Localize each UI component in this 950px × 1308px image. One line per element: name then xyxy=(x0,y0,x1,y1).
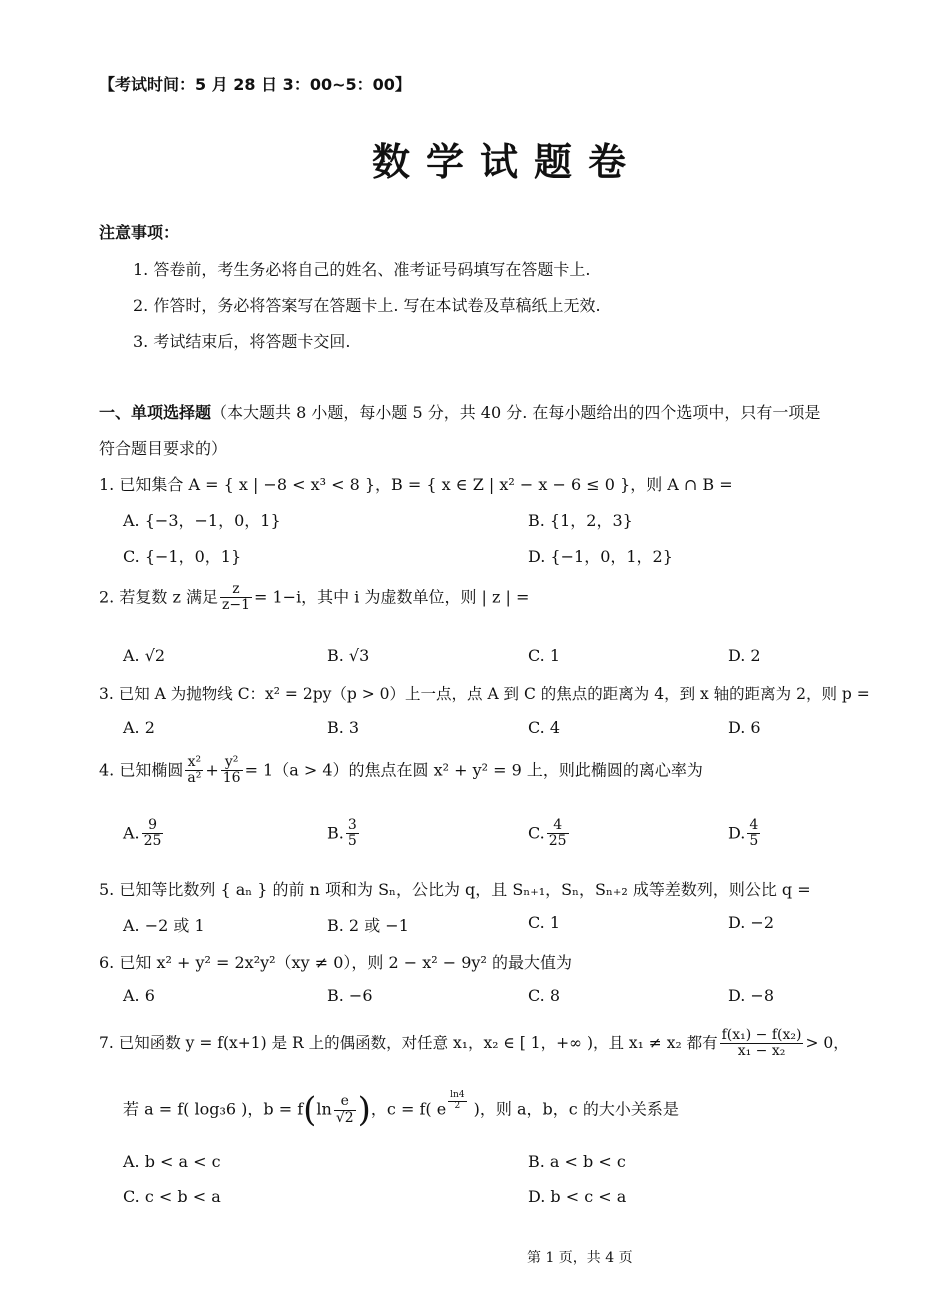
question-4-option-a xyxy=(123,818,165,850)
question-7-option-a: A. b < a < c xyxy=(123,1152,221,1171)
question-1-option-a: A. {−3，−1，0，1} xyxy=(123,511,281,530)
question-7-stem2-c: )，则 a，b，c 的大小关系是 xyxy=(468,1099,679,1119)
question-4-option-c-num: 4 xyxy=(547,818,569,834)
question-4-frac2-num: y² xyxy=(221,755,243,771)
question-4-option-b xyxy=(327,818,361,850)
question-6-option-a: A. 6 xyxy=(123,986,155,1005)
question-4-option-c-letter: C. xyxy=(528,823,545,843)
question-4-option-d-num: 4 xyxy=(749,817,759,833)
section-heading: 一、单项选择题 xyxy=(99,403,212,422)
question-4-option-d xyxy=(728,818,762,850)
question-7-ln: ln xyxy=(316,1099,332,1119)
question-4-frac1-num: x² xyxy=(185,755,203,771)
question-5-option-a: A. −2 或 1 xyxy=(123,916,205,935)
notice-heading: 注意事项： xyxy=(99,223,180,242)
question-7-option-c: C. c < b < a xyxy=(123,1187,221,1206)
question-7-stem-line1 xyxy=(99,1028,849,1060)
question-6-option-d: D. −8 xyxy=(728,986,775,1005)
question-2-option-b: B. √3 xyxy=(327,646,370,665)
question-4-option-c xyxy=(528,818,571,850)
section-desc-1: （本大题共 8 小题，每小题 5 分，共 40 分. 在每小题给出的四个选项中，只有一项是 xyxy=(211,403,821,422)
question-4-fraction-2 xyxy=(221,755,243,787)
question-3-stem: 3. 已知 A 为抛物线 C：x² = 2py（p > 0）上一点，点 A 到 C 的焦点的距离为 4，到 x 轴的距离为 2，则 p = xyxy=(99,685,870,703)
question-7-exp-den: 2 xyxy=(454,1101,461,1112)
question-4-fraction-1 xyxy=(185,755,203,787)
question-4-stem-pre: 4. 已知椭圆 xyxy=(99,760,184,780)
question-5-stem: 5. 已知等比数列 { aₙ } 的前 n 项和为 Sₙ，公比为 q，且 Sₙ₊₁，Sₙ，Sₙ₊₂ 成等差数列，则公比 q = xyxy=(99,880,811,899)
question-3-option-c: C. 4 xyxy=(528,718,561,737)
question-4-option-c-fraction xyxy=(547,818,569,850)
page-number: 第 1 页，共 4 页 xyxy=(527,1250,633,1266)
notice-item-2: 2. 作答时，务必将答案写在答题卡上. 写在本试卷及草稿纸上无效. xyxy=(133,296,601,315)
question-7-stem-post: > 0， xyxy=(805,1033,849,1052)
question-7-fraction-2 xyxy=(334,1094,356,1126)
question-7-exponent xyxy=(448,1091,466,1112)
question-4-option-a-fraction xyxy=(142,818,164,850)
question-1-option-b: B. {1，2，3} xyxy=(528,511,633,530)
question-7-frac-den: x₁ − x₂ xyxy=(737,1043,786,1060)
question-1-option-c: C. {−1，0，1} xyxy=(123,547,242,566)
section-desc-2: 符合题目要求的） xyxy=(99,439,228,458)
exam-time: 【考试时间：5 月 28 日 3：00~5：00】 xyxy=(99,75,411,94)
question-4-option-a-letter: A. xyxy=(123,823,140,843)
question-4-option-b-fraction xyxy=(346,818,359,850)
question-1-option-d: D. {−1，0，1，2} xyxy=(528,547,673,566)
question-4-frac2-den: 16 xyxy=(222,770,241,787)
question-2-fraction xyxy=(220,582,252,614)
question-2-frac-num: z xyxy=(220,582,252,598)
question-1-stem: 1. 已知集合 A = { x | −8 < x³ < 8 }，B = { x ∈ Z | x² − x − 6 ≤ 0 }，则 A ∩ B = xyxy=(99,475,733,494)
question-7-stem2-a: 若 a = f( log₃6 )，b = f xyxy=(123,1099,304,1119)
question-7-right-paren: ) xyxy=(357,1090,371,1130)
question-4-stem-post: = 1（a > 4）的焦点在圆 x² + y² = 9 上，则此椭圆的离心率为 xyxy=(244,760,703,780)
question-7-left-paren: ( xyxy=(303,1090,317,1130)
question-4-stem xyxy=(99,755,703,787)
question-7-frac-num: f(x₁) − f(x₂) xyxy=(721,1027,802,1043)
question-5-option-c: C. 1 xyxy=(528,913,561,932)
question-4-plus: + xyxy=(205,760,219,780)
question-7-option-d: D. b < c < a xyxy=(528,1187,627,1206)
question-4-option-b-letter: B. xyxy=(327,823,344,843)
question-5-option-d: D. −2 xyxy=(728,913,775,932)
question-4-option-a-den: 25 xyxy=(143,833,162,850)
question-7-stem-pre: 7. 已知函数 y = f(x+1) 是 R 上的偶函数，对任意 x₁，x₂ ∈ [ 1，+∞ )，且 x₁ ≠ x₂ 都有 xyxy=(99,1033,718,1052)
notice-item-1: 1. 答卷前，考生务必将自己的姓名、准考证号码填写在答题卡上. xyxy=(133,260,591,279)
question-4-frac1-den: a² xyxy=(187,770,202,787)
question-2-stem-post: = 1−i，其中 i 为虚数单位，则 | z | = xyxy=(253,587,530,607)
question-4-option-d-den: 5 xyxy=(749,833,759,850)
question-7-frac2-num: e xyxy=(334,1094,356,1110)
question-4-option-d-fraction xyxy=(747,818,760,850)
question-5-option-b: B. 2 或 −1 xyxy=(327,916,409,935)
question-2-option-c: C. 1 xyxy=(528,646,561,665)
question-6-stem: 6. 已知 x² + y² = 2x²y²（xy ≠ 0），则 2 − x² − 9y² 的最大值为 xyxy=(99,953,572,972)
section-heading-row xyxy=(99,400,820,423)
question-7-frac2-den: √2 xyxy=(335,1109,354,1126)
question-4-option-a-num: 9 xyxy=(142,818,164,834)
question-2-stem-pre: 2. 若复数 z 满足 xyxy=(99,587,218,607)
question-7-fraction xyxy=(720,1028,804,1060)
question-4-option-b-num: 3 xyxy=(347,817,357,833)
question-2-option-d: D. 2 xyxy=(728,646,761,665)
question-2-frac-den: z−1 xyxy=(221,597,250,614)
question-7-stem-line2 xyxy=(123,1090,679,1130)
question-2-option-a: A. √2 xyxy=(123,646,166,665)
notice-item-3: 3. 考试结束后，将答题卡交回. xyxy=(133,332,351,351)
question-7-stem2-b: ，c = f( e xyxy=(370,1099,447,1119)
question-7-exp-num: ln4 xyxy=(450,1090,465,1101)
question-4-option-c-den: 25 xyxy=(548,833,567,850)
question-2-stem xyxy=(99,582,529,614)
question-3-option-a: A. 2 xyxy=(123,718,155,737)
page-title: 数学试题卷 xyxy=(372,140,643,184)
question-3-option-d: D. 6 xyxy=(728,718,761,737)
question-6-option-b: B. −6 xyxy=(327,986,373,1005)
question-3-option-b: B. 3 xyxy=(327,718,360,737)
question-4-option-d-letter: D. xyxy=(728,823,746,843)
question-7-option-b: B. a < b < c xyxy=(528,1152,626,1171)
question-4-option-b-den: 5 xyxy=(347,833,357,850)
question-6-option-c: C. 8 xyxy=(528,986,561,1005)
